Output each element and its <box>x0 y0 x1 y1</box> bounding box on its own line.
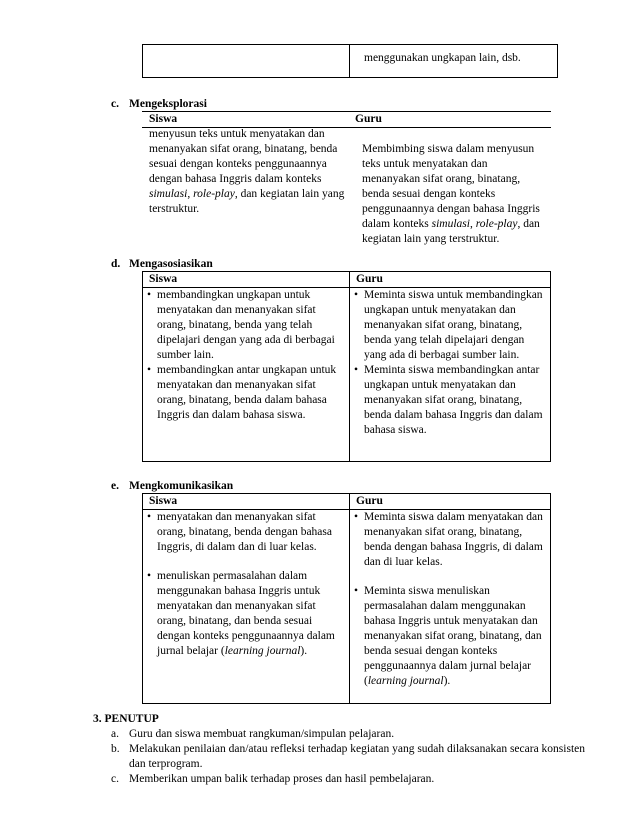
section-d-guru-cell <box>350 288 551 462</box>
section-d-siswa-cell <box>143 288 350 462</box>
list-item: • Meminta siswa dalam menyatakan dan menanyakan sifat orang, binatang, benda dengan bahasa Inggris, di dalam dan di luar kelas. <box>354 511 543 568</box>
section-e-title: Mengkomunikasikan <box>129 480 234 492</box>
section-c-table <box>142 111 551 261</box>
top-right-cell: menggunakan ungkapan lain, dsb. <box>350 45 558 78</box>
section-e-table <box>142 493 551 704</box>
section-d-table <box>142 271 551 462</box>
list-item: • membandingkan ungkapan untuk menyatakan dan menanyakan sifat orang, binatang, benda yang telah dipelajari dengan yang ada di berbagai sumber lain. <box>147 289 335 361</box>
section-d-letter: d. <box>111 258 121 270</box>
top-table <box>142 44 558 78</box>
section-c-letter: c. <box>111 98 119 110</box>
section-e-guru-header: Guru <box>350 494 551 510</box>
section-c-title: Mengeksplorasi <box>129 98 207 110</box>
list-item: • Meminta siswa membandingkan antar ungkapan untuk menyatakan dan menanyakan sifat orang, binatang, benda dalam bahasa Inggris dan dalam bahasa siswa. <box>354 364 543 436</box>
section-e-siswa-header: Siswa <box>143 494 350 510</box>
section-d-siswa-header: Siswa <box>143 272 350 288</box>
penutup-heading: 3. PENUTUP <box>93 713 159 725</box>
list-item: b. Melakukan penilaian dan/atau refleksi terhadap kegiatan yang sudah dilaksanakan secara konsisten dan terprogram. <box>111 743 585 770</box>
section-c-siswa-header: Siswa <box>149 113 178 125</box>
list-item: • Meminta siswa menuliskan permasalahan dalam menggunakan bahasa Inggris untuk menyatakan dan menanyakan sifat orang, binatang, dan benda sesuai dengan konteks penggunaannya dalam jurnal belajar (learning journal). <box>354 585 542 687</box>
list-item: • menuliskan permasalahan dalam menggunakan bahasa Inggris untuk menyatakan dan menanyakan sifat orang, binatang, dan benda sesuai dengan konteks penggunaannya dalam jurnal belajar (learning journal). <box>147 570 335 657</box>
section-d-title: Mengasosiasikan <box>129 258 213 270</box>
list-item: • menyatakan dan menanyakan sifat orang, binatang, benda dengan bahasa Inggris, di dalam dan di luar kelas. <box>147 511 332 553</box>
section-e-letter: e. <box>111 480 119 492</box>
list-item: • membandingkan antar ungkapan untuk menyatakan dan menanyakan sifat orang, binatang, benda dalam bahasa Inggris dan dalam bahasa siswa. <box>147 364 337 421</box>
top-left-cell <box>143 45 350 78</box>
section-c-siswa-text: menyusun teks untuk menyatakan dan menanyakan sifat orang, binatang, benda sesuai dengan konteks penggunaannya dengan bahasa Inggris dalam konteks simulasi, role-play, dan kegiatan lain yang terstruktur. <box>149 128 345 215</box>
penutup-list <box>111 727 591 787</box>
section-d-guru-header: Guru <box>350 272 551 288</box>
section-c-guru-header: Guru <box>355 113 382 125</box>
list-item: c. Memberikan umpan balik terhadap proses dan hasil pembelajaran. <box>111 773 435 785</box>
section-e-guru-cell <box>350 510 551 704</box>
list-item: • Meminta siswa untuk membandingkan ungkapan untuk menyatakan dan menanyakan sifat orang, binatang, benda yang telah dipelajari dengan yang ada di berbagai sumber lain. <box>354 289 543 361</box>
section-c-guru-text: Membimbing siswa dalam menyusun teks untuk menyatakan dan menanyakan sifat orang, binatang, benda sesuai dengan konteks penggunaannya dengan bahasa Inggris dalam konteks simulasi, role-play, dan kegiatan lain yang terstruktur. <box>362 143 540 245</box>
section-e-siswa-cell <box>143 510 350 704</box>
list-item: a. Guru dan siswa membuat rangkuman/simpulan pelajaran. <box>111 728 395 740</box>
